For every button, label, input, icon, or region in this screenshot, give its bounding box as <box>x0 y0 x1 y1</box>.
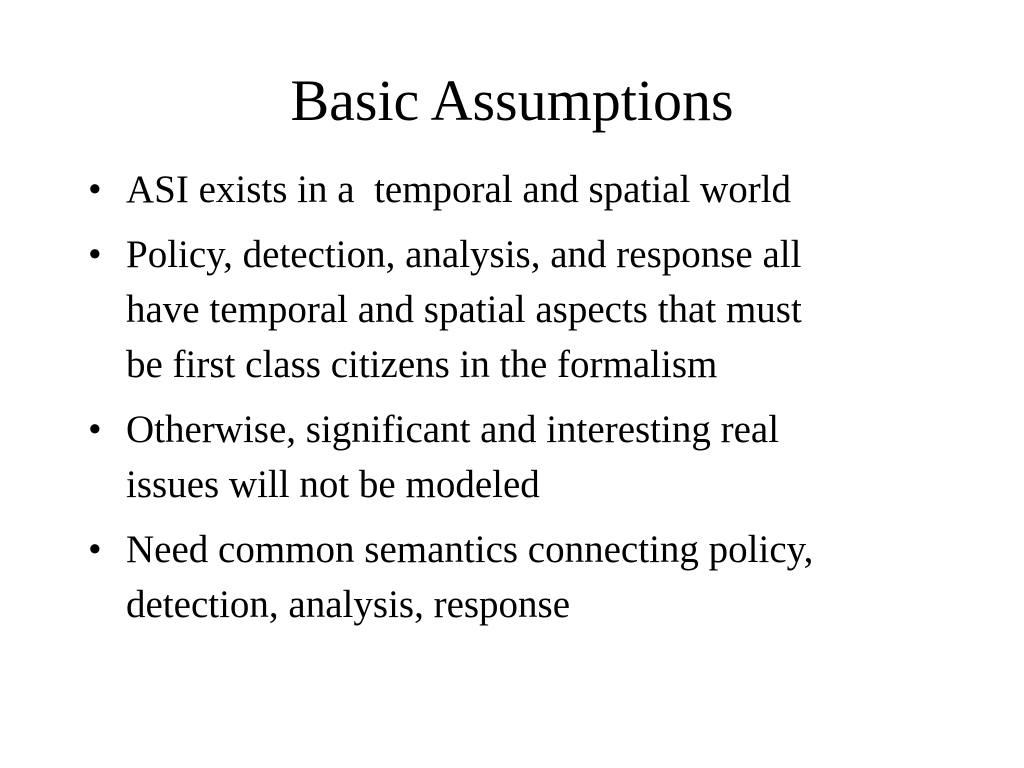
bullet-text-line: have temporal and spatial aspects that must <box>126 288 802 331</box>
bullet-text-line: Policy, detection, analysis, and response all <box>126 233 802 276</box>
bullet-item <box>88 227 948 392</box>
bullet-text-line: Need common semantics connecting policy, <box>126 528 814 571</box>
bullet-icon: • <box>88 233 102 276</box>
bullet-text-line: detection, analysis, response <box>126 583 571 626</box>
bullet-list <box>88 162 948 642</box>
bullet-item <box>88 522 948 632</box>
bullet-icon: • <box>88 408 102 451</box>
bullet-icon: • <box>88 168 102 211</box>
bullet-text-line: be first class citizens in the formalism <box>126 343 718 386</box>
bullet-text-line: issues will not be modeled <box>126 463 540 506</box>
bullet-item <box>88 402 948 512</box>
bullet-item <box>88 162 948 217</box>
bullet-icon: • <box>88 528 102 571</box>
bullet-text-line: Otherwise, significant and interesting real <box>126 408 780 451</box>
slide-title: Basic Assumptions <box>290 68 734 133</box>
bullet-text-line: ASI exists in a temporal and spatial world <box>126 168 792 211</box>
